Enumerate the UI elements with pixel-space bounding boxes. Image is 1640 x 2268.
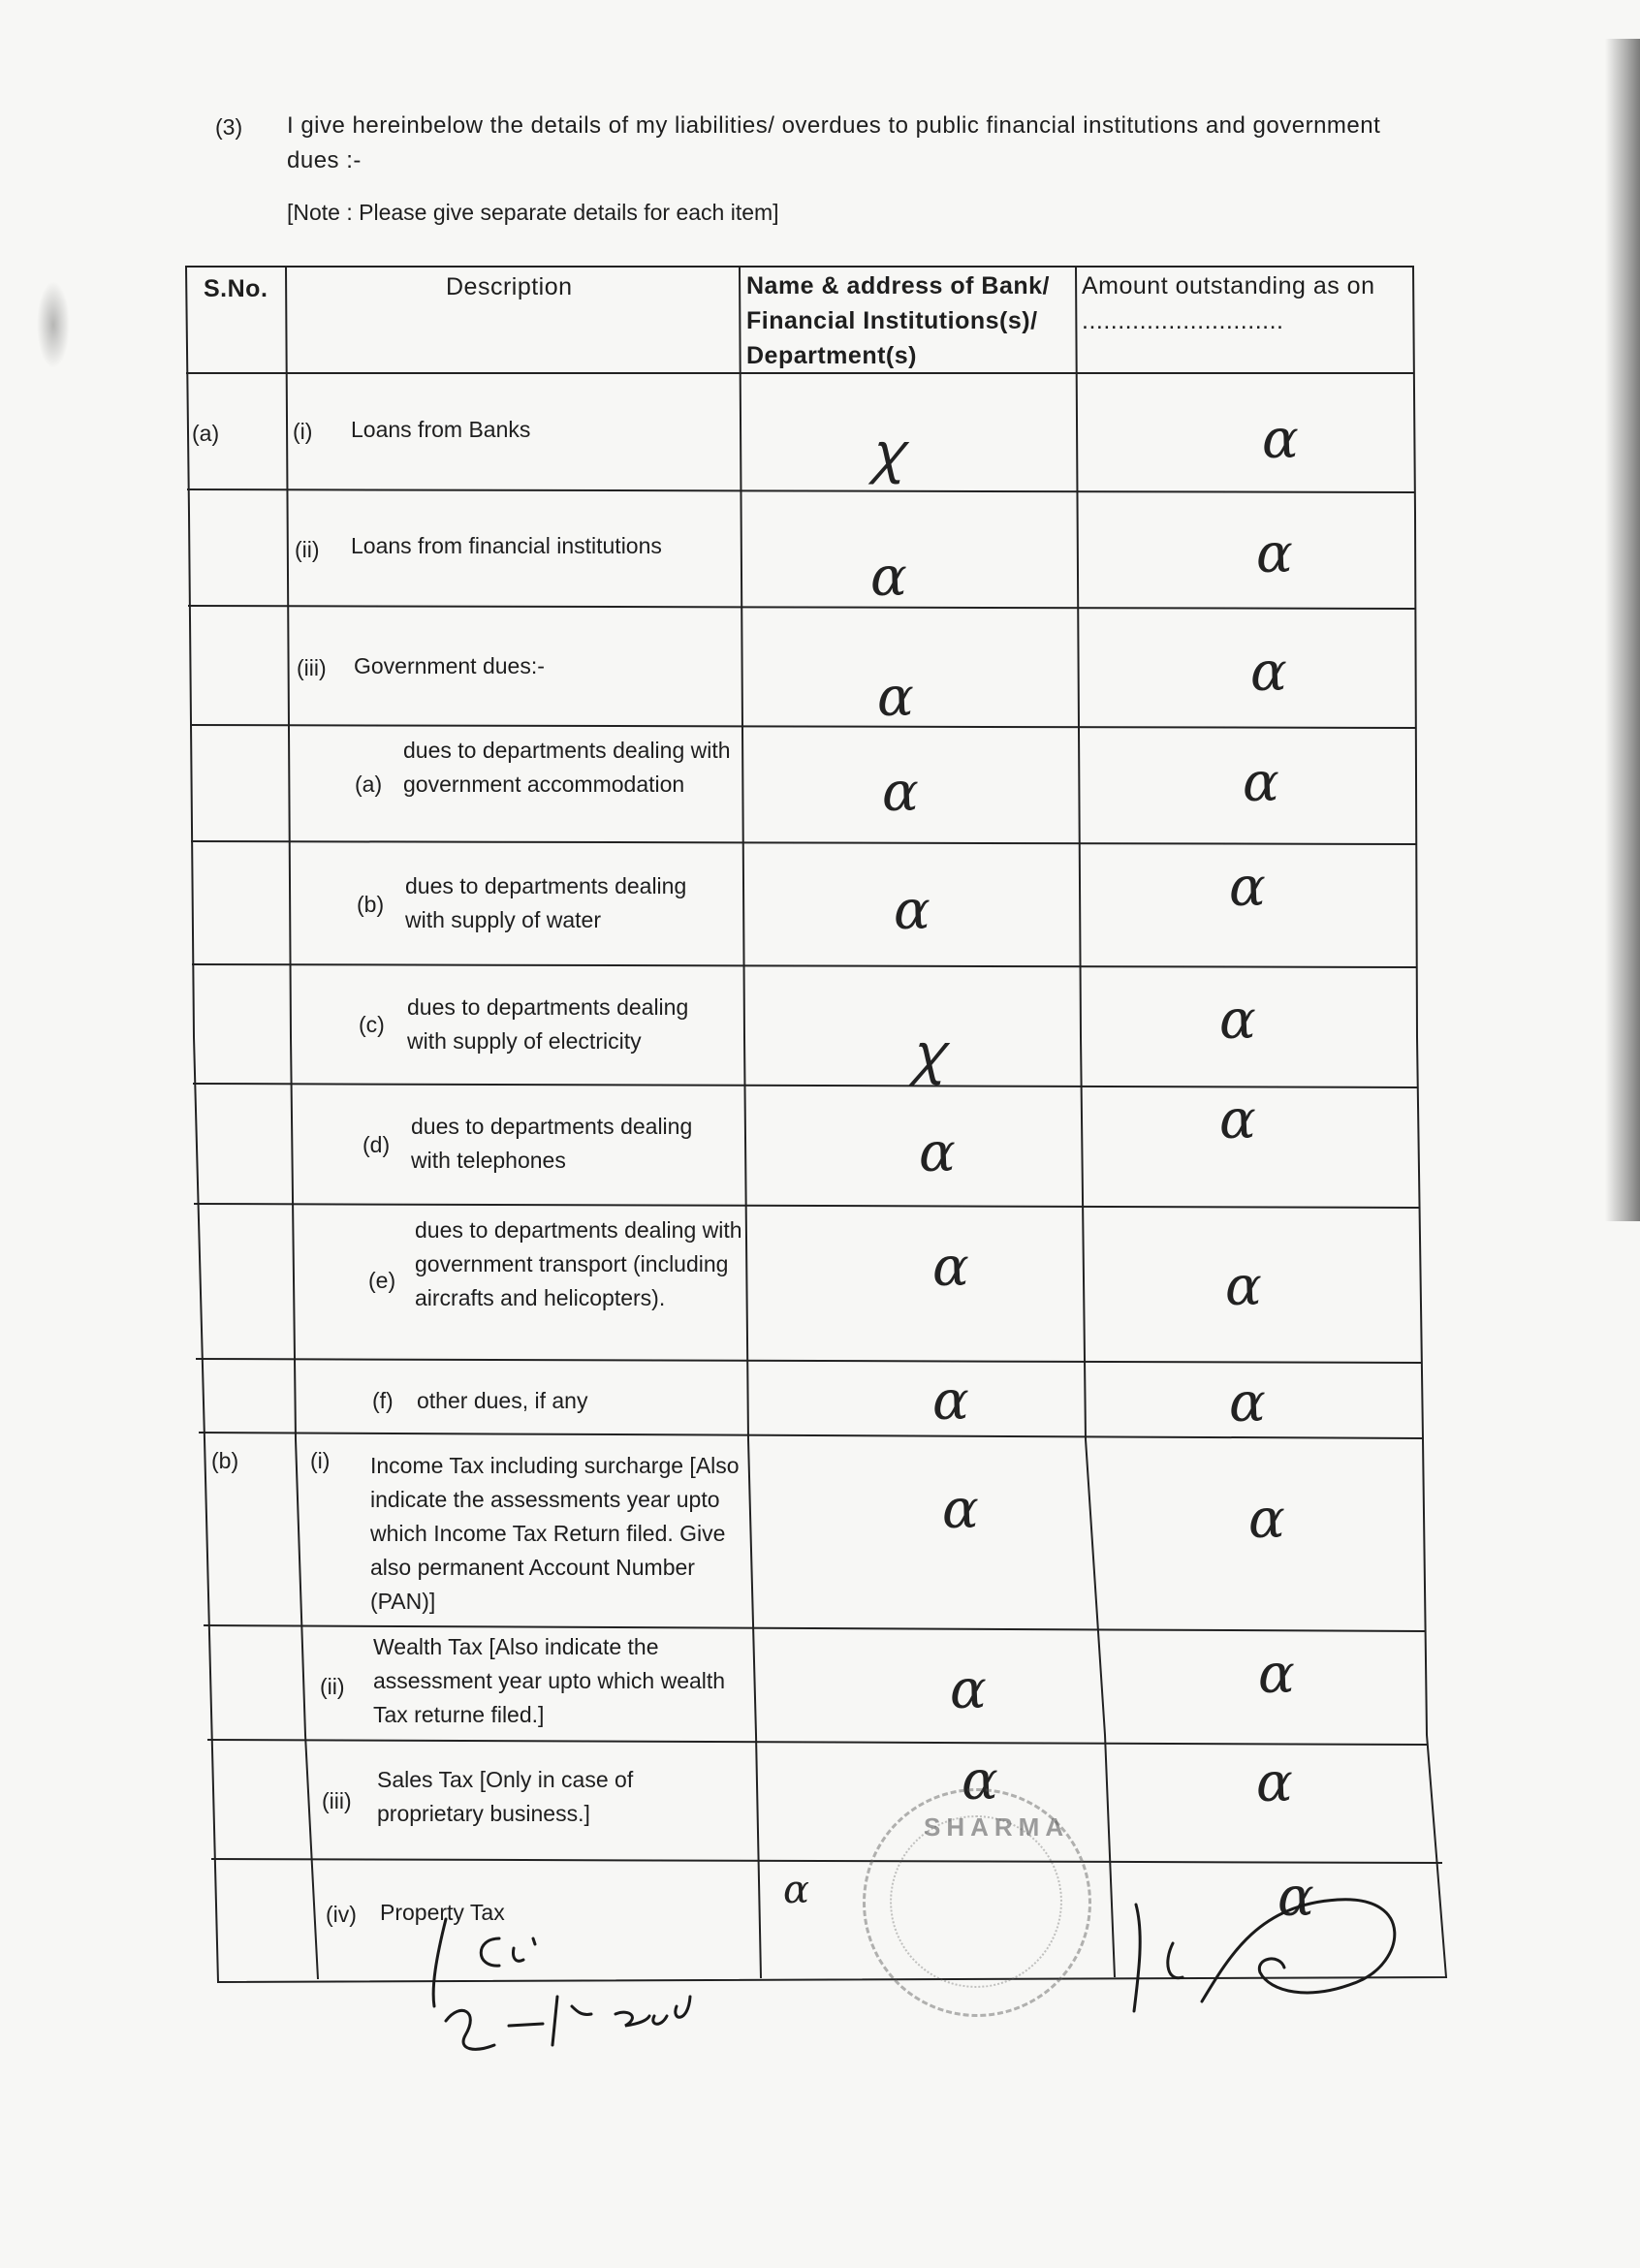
nil-mark: α xyxy=(783,1868,810,1912)
row-item: (a) xyxy=(355,772,383,797)
row-item: (b) xyxy=(357,892,385,917)
row-description: Government dues:- xyxy=(354,653,545,678)
nil-mark: α xyxy=(1229,1371,1266,1434)
row-item: (e) xyxy=(368,1268,396,1293)
nil-mark: α xyxy=(1256,1751,1293,1814)
nil-mark: α xyxy=(1250,641,1287,704)
intro-paragraph: I give hereinbelow the details of my liabilities/ overdues to public financial institutions and government dues :- xyxy=(287,112,1381,173)
row-description: Sales Tax [Only in case of proprietary business.] xyxy=(377,1767,634,1826)
row-description: Wealth Tax [Also indicate the assessment year upto which wealth Tax returne filed.] xyxy=(373,1634,726,1727)
nil-mark: ꭓ xyxy=(870,422,900,485)
nil-mark: α xyxy=(919,1121,956,1184)
row-description: Income Tax including surcharge [Also indicate the assessments year upto which Income Tax Return filed. Give also permanent Account Number (PAN)] xyxy=(370,1453,740,1614)
nil-mark: α xyxy=(1277,1866,1314,1929)
row-sub: (iii) xyxy=(322,1788,352,1813)
row-item: (d) xyxy=(363,1132,391,1157)
row-sub: (i) xyxy=(293,419,313,444)
row-sub: (iv) xyxy=(326,1902,357,1927)
row-sno: (b) xyxy=(211,1448,239,1473)
nil-mark: α xyxy=(932,1370,969,1433)
official-stamp xyxy=(863,1788,1091,2017)
header-name-address: Name & address of Bank/ Financial Institutions(s)/ Department(s) xyxy=(746,272,1050,369)
header-amount: Amount outstanding as on ............................ xyxy=(1082,272,1375,334)
row-description: dues to departments dealing with government transport (including aircrafts and helicopters). xyxy=(415,1217,742,1310)
nil-mark: α xyxy=(877,666,914,729)
handwritten-date-signature xyxy=(407,1900,824,2074)
row-description: other dues, if any xyxy=(417,1388,588,1413)
row-sub: (i) xyxy=(310,1448,331,1473)
nil-mark: α xyxy=(1219,1088,1256,1151)
nil-mark: α xyxy=(1243,751,1279,814)
nil-mark: α xyxy=(1256,522,1293,585)
header-description: Description xyxy=(446,273,573,300)
note-text: [Note : Please give separate details for each item] xyxy=(287,200,779,225)
row-item: (c) xyxy=(359,1012,385,1037)
nil-mark: α xyxy=(1248,1488,1285,1551)
nil-mark: α xyxy=(932,1236,969,1299)
scan-smudge xyxy=(37,281,70,368)
nil-mark: α xyxy=(1219,989,1256,1052)
row-sub: (ii) xyxy=(295,537,320,562)
nil-mark: α xyxy=(894,879,930,942)
stamp-text: SHARMA xyxy=(924,1812,1070,1842)
row-description: dues to departments dealing with supply of water xyxy=(405,873,687,932)
nil-mark: α xyxy=(942,1478,979,1541)
nil-mark: α xyxy=(962,1749,998,1812)
nil-mark: α xyxy=(1258,1643,1295,1706)
row-sub: (iii) xyxy=(297,655,327,680)
section-number: (3) xyxy=(215,114,243,140)
nil-mark: ꭓ xyxy=(911,1023,941,1086)
row-sno: (a) xyxy=(192,421,220,446)
row-description: dues to departments dealing with government accommodation xyxy=(403,738,731,797)
nil-mark: α xyxy=(950,1658,987,1721)
scan-shadow-edge xyxy=(1605,39,1640,1221)
nil-mark: α xyxy=(870,546,907,609)
row-sub: (ii) xyxy=(320,1674,345,1699)
nil-mark: α xyxy=(1229,856,1266,919)
row-description: Loans from financial institutions xyxy=(351,533,662,558)
nil-mark: α xyxy=(882,761,919,824)
row-description: dues to departments dealing with supply of electricity xyxy=(407,994,689,1054)
row-description: Loans from Banks xyxy=(351,417,531,442)
header-sno: S.No. xyxy=(204,275,268,302)
row-description: dues to departments dealing with telephones xyxy=(411,1114,693,1173)
nil-mark: α xyxy=(1225,1255,1262,1318)
nil-mark: α xyxy=(1262,408,1299,471)
row-description: Property Tax xyxy=(380,1900,505,1925)
row-item: (f) xyxy=(372,1388,394,1413)
handwritten-signature xyxy=(1115,1875,1464,2021)
